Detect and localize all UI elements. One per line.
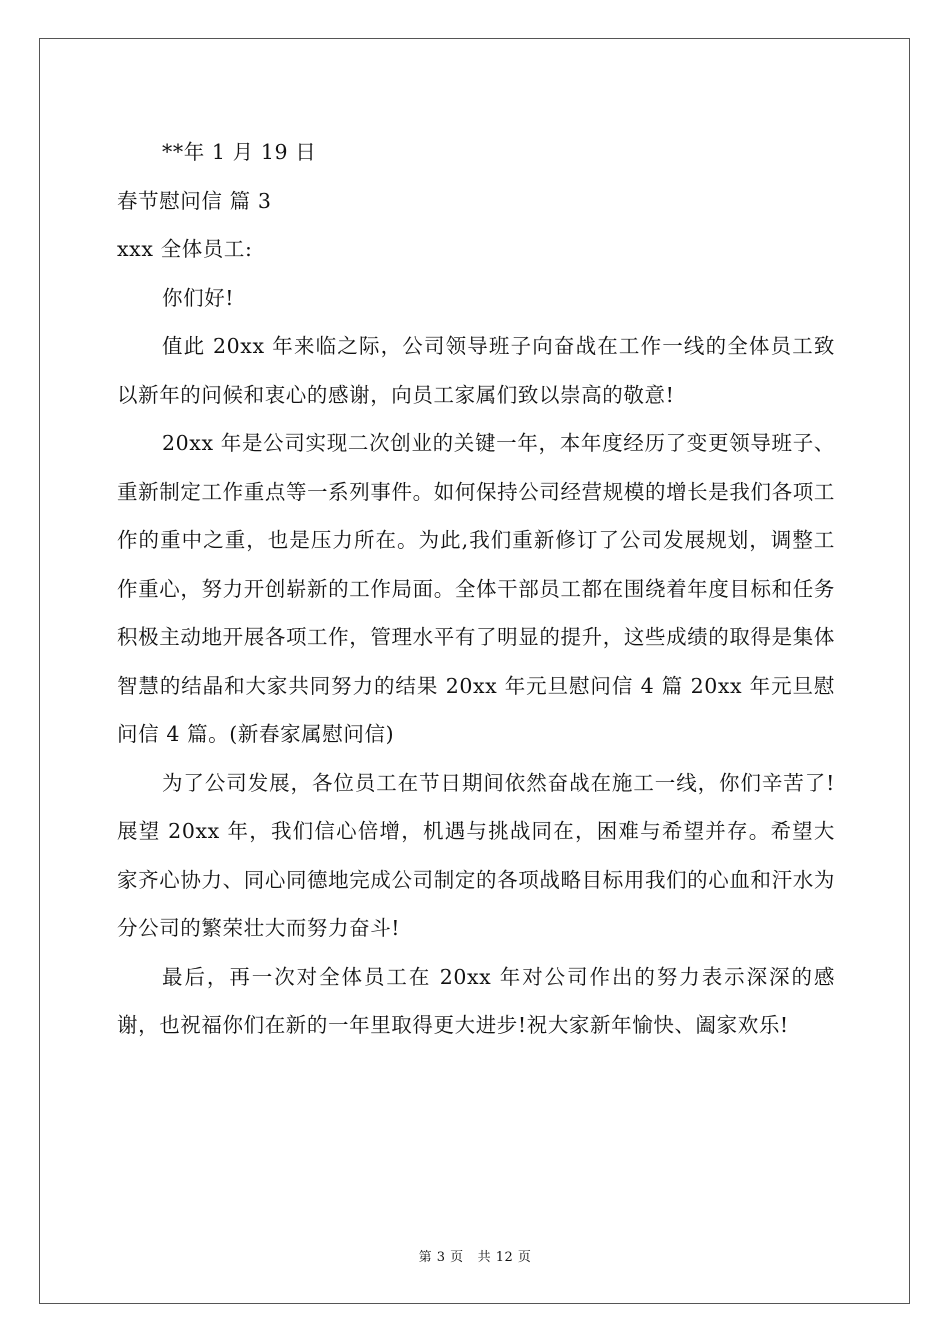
- paragraph-new-year-greeting: 值此 20xx 年来临之际，公司领导班子向奋战在工作一线的全体员工致以新年的问候和衷心的感谢，向员工家属们致以崇高的敬意!: [117, 334, 835, 407]
- paragraph-closing: 最后，再一次对全体员工在 20xx 年对公司作出的努力表示深深的感谢，也祝福你们在新的一年里取得更大进步!祝大家新年愉快、阖家欢乐!: [117, 964, 835, 1037]
- letter-body: [117, 128, 835, 1050]
- greeting: 你们好!: [162, 285, 235, 310]
- page-number-total: 共 12 页: [477, 1250, 532, 1265]
- page-footer: [0, 1246, 950, 1265]
- paragraph-year-review: 20xx 年是公司实现二次创业的关键一年，本年度经历了变更领导班子、重新制定工作重点等一系列事件。如何保持公司经营规模的增长是我们各项工作的重中之重，也是压力所在。为此,我们重新修订了公司发展规划，调整工作重心，努力开创崭新的工作局面。全体干部员工都在围绕着年度目标和任务积极主动地开展各项工作，管理水平有了明显的提升，这些成绩的取得是集体智慧的结晶和大家共同努力的结果 20xx 年元旦慰问信 4 篇 20xx 年元旦慰问信 4 篇。(新春家属慰问信): [117, 431, 835, 746]
- salutation: xxx 全体员工:: [117, 237, 253, 261]
- paragraph-outlook: 为了公司发展，各位员工在节日期间依然奋战在施工一线，你们辛苦了!展望 20xx 年，我们信心倍增，机遇与挑战同在，困难与希望并存。希望大家齐心协力、同心同德地完成公司制定的各项战略目标用我们的心血和汗水为分公司的繁荣壮大而努力奋斗!: [117, 770, 835, 940]
- date-line: **年 1 月 19 日: [162, 140, 317, 164]
- page-number-current: 第 3 页: [418, 1250, 464, 1265]
- section-title: 春节慰问信 篇 3: [117, 188, 272, 213]
